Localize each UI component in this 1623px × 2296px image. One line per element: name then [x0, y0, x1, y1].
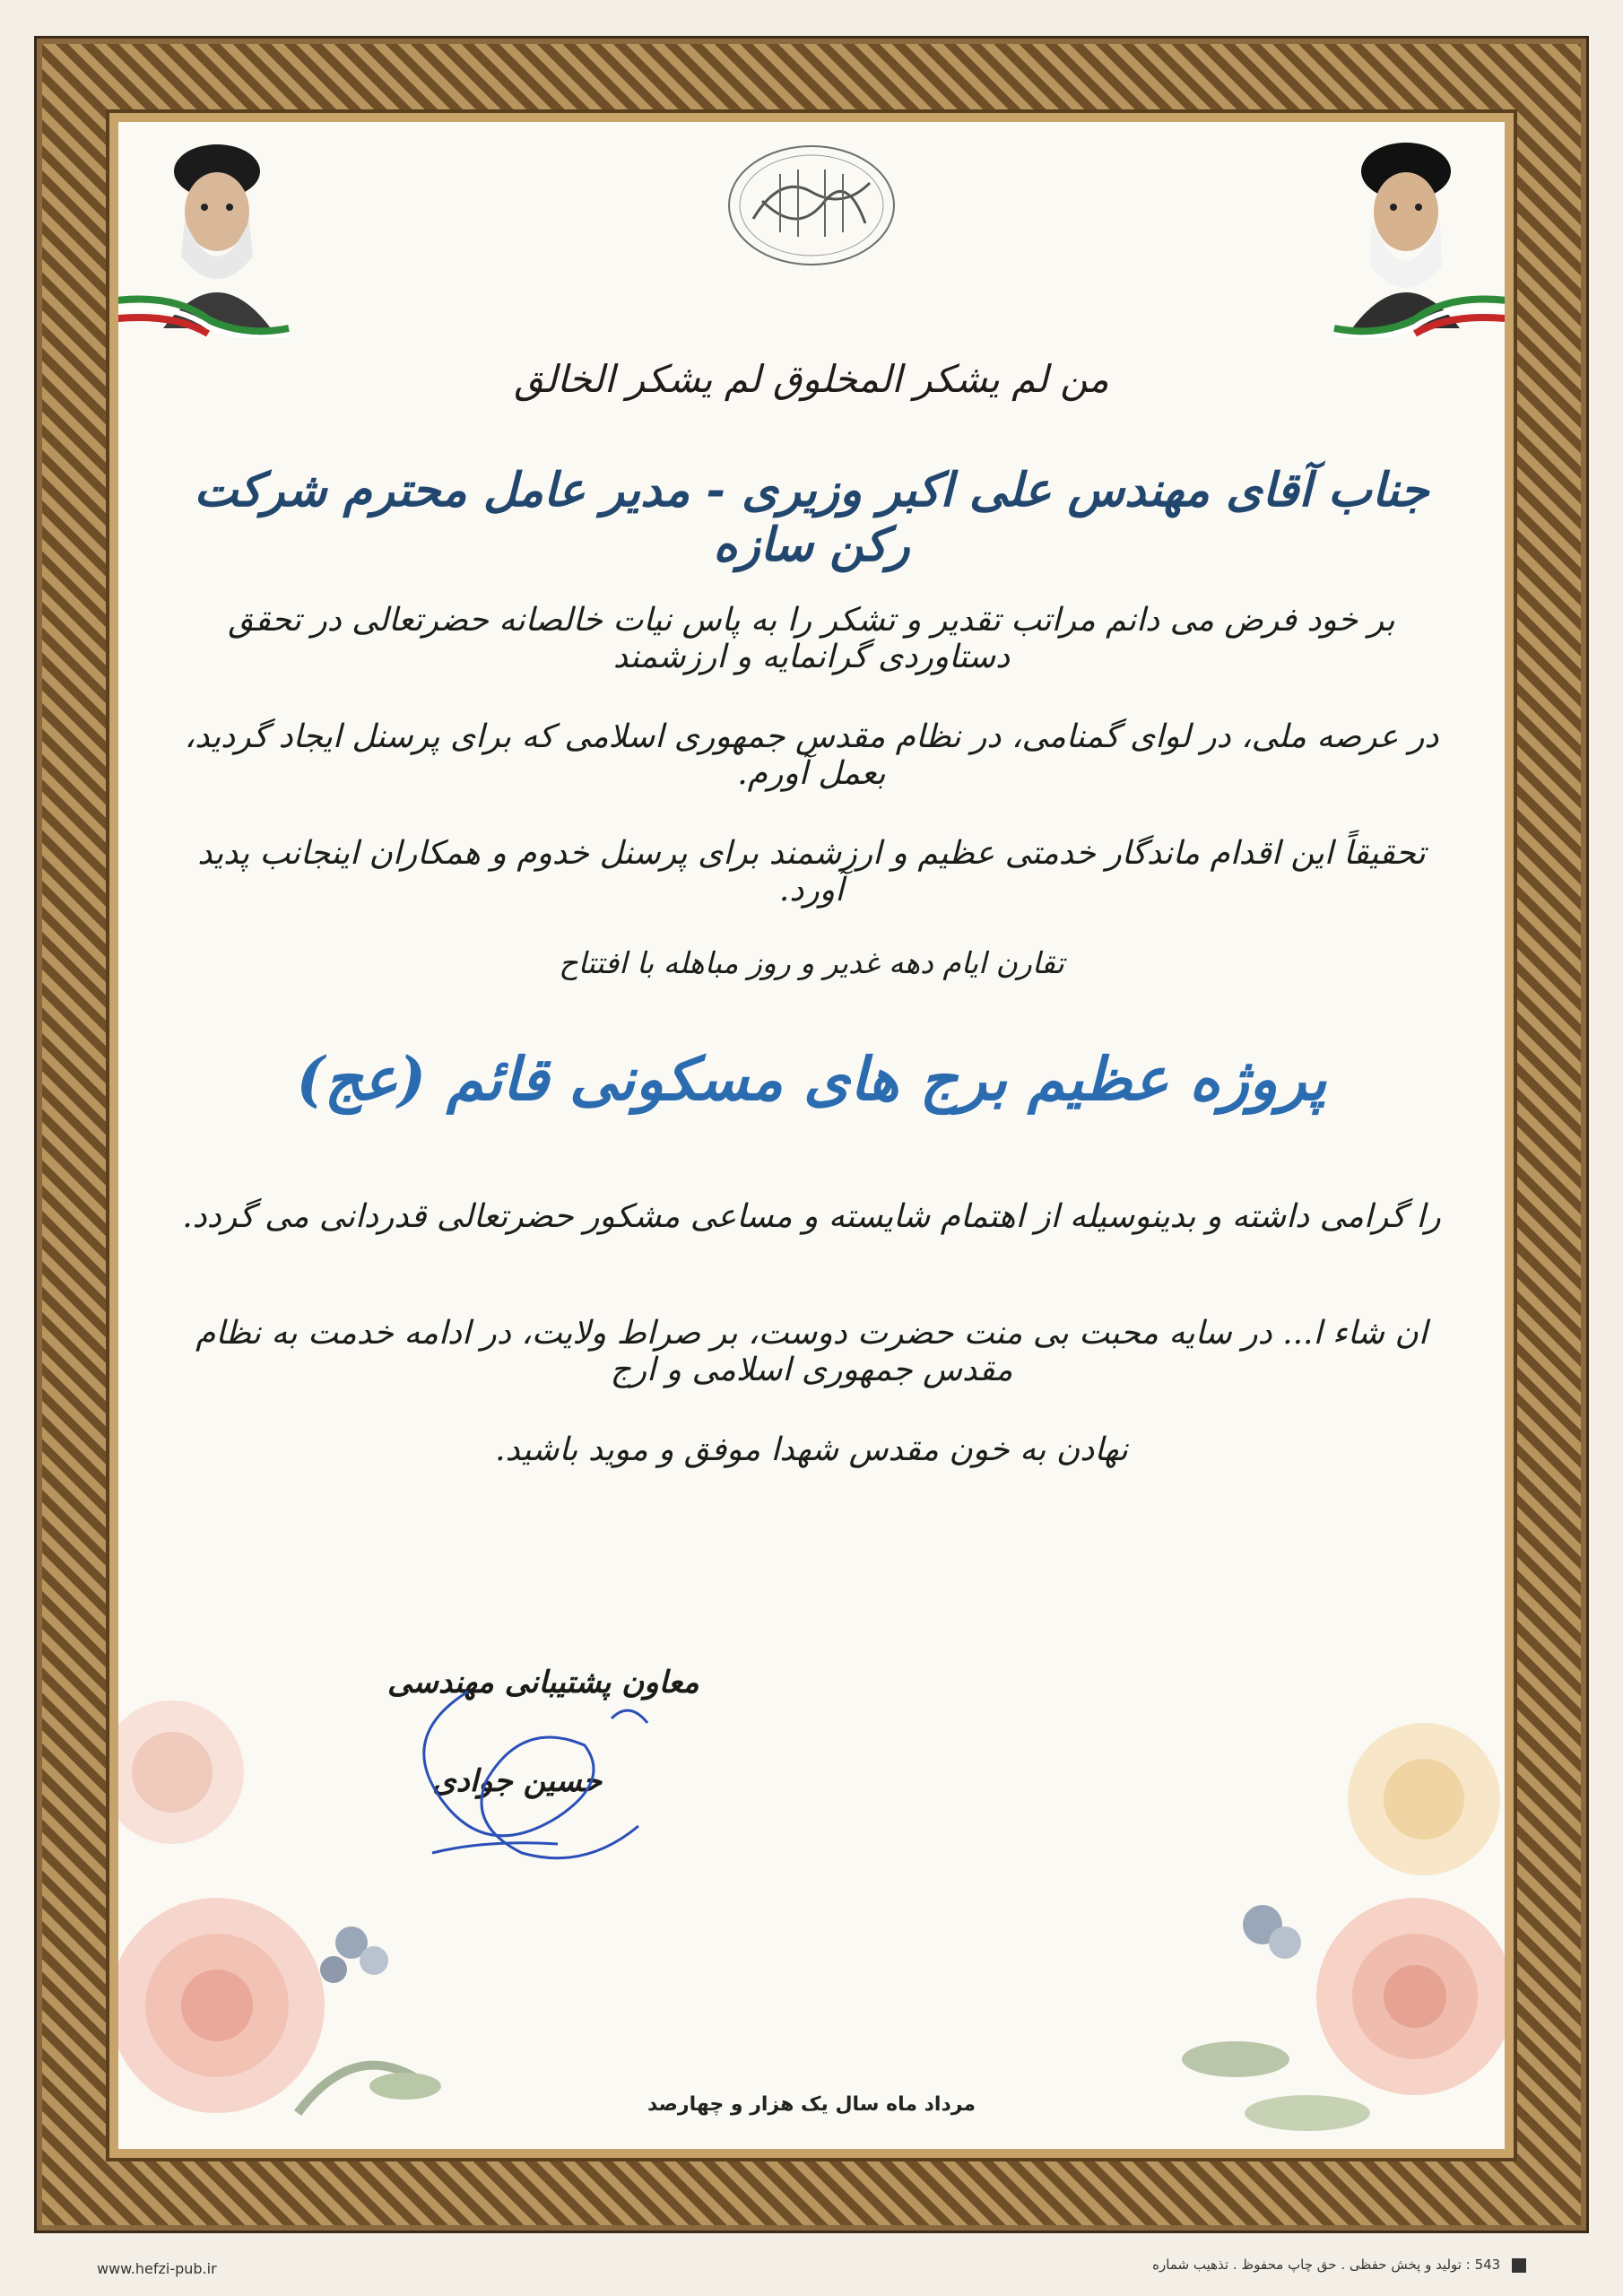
issue-date: مرداد ماه سال یک هزار و چهارصد — [647, 2093, 976, 2116]
flag-ribbon-left — [118, 283, 298, 337]
publisher-logo-icon — [1512, 2258, 1526, 2273]
signatory-name: حسین جوادی — [432, 1763, 603, 1799]
body-line-5: را گرامی داشته و بدینوسیله از اهتمام شایسته و مساعی مشکور حضرتعالی قدردانی می گردد. — [182, 1198, 1441, 1235]
body-line-3: تحقیقاً این اقدام ماندگار خدمتی عظیم و ارزشمند برای پرسنل خدوم و همکاران اینجانب پدید آورد. — [197, 835, 1426, 909]
recipient-line: جناب آقای مهندس علی اکبر وزیری - مدیر عامل محترم شرکت رکن سازه — [194, 463, 1429, 572]
project-title: پروژه عظیم برج های مسکونی قائم (عج) — [296, 1044, 1327, 1114]
body-line-6: ان شاء ا... در سایه محبت بی منت حضرت دوست، بر صراط ولایت، در ادامه خدمت به نظام مقدس جمهوری اسلامی و ارج — [195, 1315, 1428, 1388]
body-line-4: تقارن ایام دهه غدیر و روز مباهله با افتتاح — [559, 945, 1064, 980]
handwritten-signature — [289, 1683, 665, 1880]
flag-ribbon-right — [1325, 283, 1505, 337]
body-line-2: در عرصه ملی، در لوای گمنامی، در نظام مقدس جمهوری اسلامی که برای پرسنل ایجاد گردید، بعمل آورم. — [184, 718, 1439, 792]
body-line-7: نهادن به خون مقدس شهدا موفق و موید باشید. — [495, 1431, 1128, 1468]
signatory-title: معاون پشتیبانی مهندسی — [387, 1665, 699, 1700]
basmala-calligraphy — [717, 138, 906, 273]
body-line-1: بر خود فرض می دانم مراتب تقدیر و تشکر را به پاس نیات خالصانه حضرتعالی در تحقق دستاوردی گرانمایه و ارزشمند — [228, 602, 1395, 675]
footer-website: www.hefzi-pub.ir — [97, 2260, 217, 2277]
flowers-right-decoration — [1128, 1700, 1505, 2149]
certificate-paper — [118, 122, 1505, 2149]
footer-publisher-note — [1152, 2257, 1526, 2273]
publisher-note-text: 543 : تولید و پخش حفظی . حق چاپ محفوظ . تذهیب شماره — [1152, 2257, 1501, 2273]
hadith-line: من لم یشکر المخلوق لم یشکر الخالق — [514, 357, 1109, 401]
